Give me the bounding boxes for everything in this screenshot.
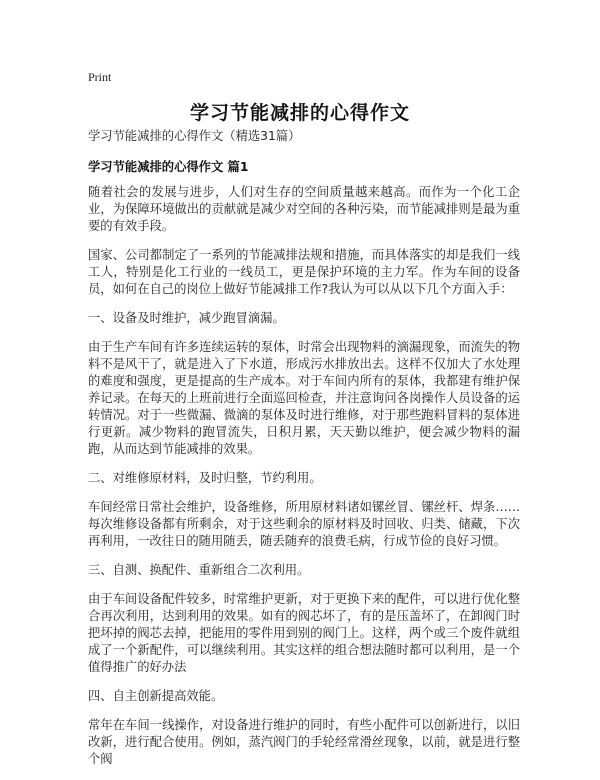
point-heading-3: 三、自测、换配件、重新组合二次利用。: [88, 563, 310, 577]
paragraph-point-4: 常年在车间一线操作，对设备进行维护的同时，有些小配件可以创新进行，以旧改新，进行配合使用。例如，蒸汽阀门的手轮经常滑丝现象，以前，就是进行整个阀: [88, 718, 520, 766]
point-heading-1: 一、设备及时维护，减少跑冒滴漏。: [88, 311, 285, 325]
point-heading-4: 四、自主创新提高效能。: [88, 689, 224, 703]
paragraph-point-3: 由于车间设备配件较多，时常维护更新，对于更换下来的配件，可以进行优化整合再次利用，达到利用的效果。如有的阀芯坏了，有的是压盖坏了，在卸阀门时把坏掉的阀芯去掉，把能用的零件用到别的阀门上。这样，两个或三个废件就组成了一个新配件，可以继续利用。其实这样的组合想法随时都可以利用，是一个值得推广的好办法: [88, 592, 520, 674]
print-link[interactable]: Print: [88, 70, 112, 84]
paragraph-point-2: 车间经常日常社会维护，设备维修，所用原材料诸如镙丝冒、镙丝杆、焊条……每次维修设备都有所剩余，对于这些剩余的原材料及时回收、归类、储藏，下次再利用，一改往日的随用随丢，随丢随弃的浪费毛病，行成节俭的良好习惯。: [88, 500, 520, 548]
paragraph-point-1: 由于生产车间有许多连续运转的泵体，时常会出现物料的滴漏现象，而流失的物料不是风干了，就是进入了下水道，形成污水排放出去。这样不仅加大了水处理的难度和强度，更是提高的生产成本。对于车间内所有的泵体，我都建有维护保养记录。在每天的上班前进行全面巡回检查，并注意询问各岗操作人员设备的运转情况。对于一些微漏、微滴的泵体及时进行维修，对于那些跑料冒料的泵体进行更新。减少物料的跑冒流失，日积月累，天天勤以维护，便会减少物料的漏跑，从而达到节能减排的效果。: [88, 340, 520, 456]
document-body: [88, 128, 520, 780]
document-subtitle: 学习节能减排的心得作文（精选31篇）: [88, 129, 301, 143]
paragraph-intro: 随着社会的发展与进步，人们对生存的空间质量越来越高。而作为一个化工企业，为保障环境做出的贡献就是减少对空间的各种污染，而节能减排则是最为重要的有效手段。: [88, 185, 520, 233]
paragraph-context: 国家、公司都制定了一系列的节能减排法规和措施，而具体落实的却是我们一线工人，特别是化工行业的一线员工，更是保护环境的主力军。作为车间的设备员，如何在自己的岗位上做好节能减排工作?我认为可以从以下几个方面入手：: [88, 248, 520, 296]
page-title: 学习节能减排的心得作文: [189, 102, 410, 124]
section-heading: 学习节能减排的心得作文 篇1: [88, 160, 249, 174]
point-heading-2: 二、对维修原材料，及时归整，节约利用。: [88, 471, 322, 485]
